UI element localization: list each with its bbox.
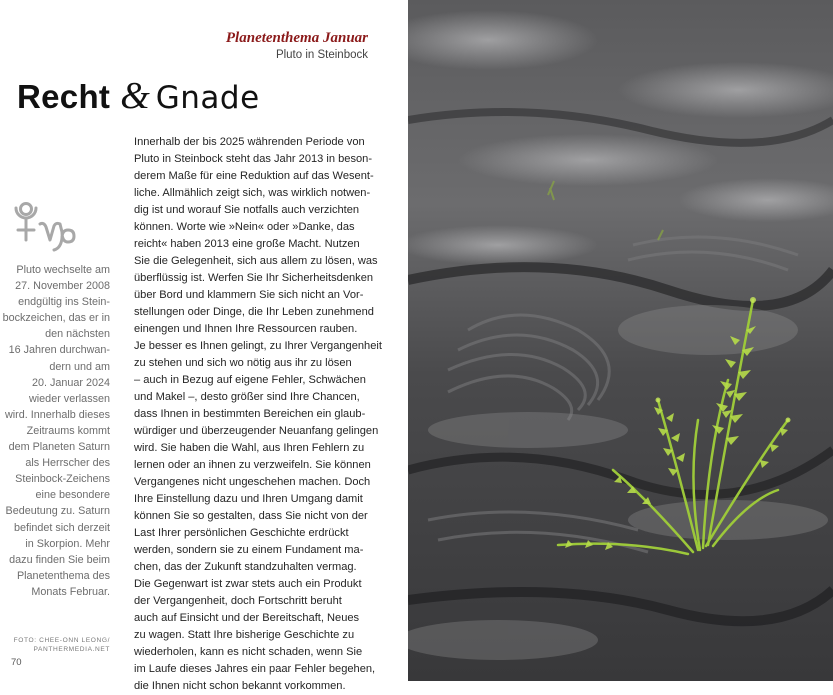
body-line: dass Ihnen in bestimmten Bereichen ein glaub- (134, 408, 366, 420)
body-line: werden, sondern sie zu einem Fundament ma- (134, 544, 364, 556)
sidebar-line: Monats Februar. (31, 585, 110, 598)
sidebar-line: Steinbock-Zeichens (15, 473, 110, 486)
sidebar-line: den nächsten (45, 328, 110, 341)
body-line: können. Worte wie »Nein« oder »Danke, das (134, 221, 355, 233)
body-line: – auch in Bezug auf eigene Fehler, Schwächen (134, 374, 366, 386)
article-headline (17, 74, 260, 118)
sidebar-line: als Herrscher des (25, 457, 110, 470)
body-line: zu wagen. Statt Ihre bisherige Geschichte zu (134, 629, 355, 641)
body-line: chen, das der Zukunft standzuhalten vermag. (134, 561, 357, 573)
headline-ampersand: & (120, 75, 150, 117)
body-line: die Ihnen nicht schon bekannt vorkommen. (134, 680, 346, 692)
body-line: Innerhalb der bis 2025 währenden Periode von (134, 136, 365, 148)
body-line: dig ist und worauf Sie notfalls auch verzichten (134, 204, 360, 216)
sidebar-line: bockzeichen, das er in (2, 312, 110, 325)
body-line: Sie die Gelegenheit, sich aus allem zu lösen, was (134, 255, 378, 267)
body-line: würdiger und überzeugender Neuanfang gelingen (134, 425, 379, 437)
fern-on-lava-rock-image (408, 0, 833, 681)
sidebar-line: Bedeutung zu. Saturn (5, 505, 110, 518)
sidebar-line: 16 Jahren durchwan- (8, 344, 110, 357)
body-line: lernen oder an ihnen zu verzweifeln. Sie können (134, 459, 371, 471)
sidebar-line: befindet sich derzeit (13, 521, 110, 534)
body-line: zu stehen und sich wo nötig aus ihr zu lösen (134, 357, 352, 369)
sidebar-line: dern und am (49, 360, 110, 373)
body-line: Pluto in Steinbock steht das Jahr 2013 in beson- (134, 153, 373, 165)
sidebar-line: Pluto wechselte am (16, 264, 110, 276)
sidebar-line: Planetenthema des (16, 569, 110, 582)
body-line: wird. Sie haben die Wahl, aus Ihren Fehlern zu (134, 442, 365, 454)
sidebar-line: endgültig ins Stein- (18, 296, 110, 309)
sidebar-line: dazu finden Sie beim (9, 553, 110, 566)
body-line: überflüssig ist. Werfen Sie Ihr Sicherheitsdenken (134, 272, 374, 284)
sidebar-line: 27. November 2008 (15, 280, 110, 293)
photo-credit (14, 636, 110, 654)
sidebar-line: in Skorpion. Mehr (25, 537, 110, 550)
astrology-symbols (12, 200, 82, 256)
body-line: Vergangenes nicht ungeschehen machen. Doch (134, 476, 371, 488)
body-line: Last Ihrer persönlichen Geschichte erdrückt (134, 527, 349, 539)
page-number: 70 (11, 657, 22, 668)
body-line: auch auf Einsicht und der Bereitschaft, Neues (134, 612, 360, 624)
sidebar-line: wieder verlassen (28, 392, 110, 405)
photo-credit-line: FOTO: CHEE-ONN LEONG/ (13, 637, 110, 644)
sidebar-line: Zeitraums kommt (26, 424, 110, 437)
sidebar-line: 20. Januar 2024 (31, 376, 110, 389)
sidebar-line: wird. Innerhalb dieses (4, 408, 110, 421)
section-kicker: Planetenthema Januar (225, 30, 368, 46)
body-line: Ihre Einstellung dazu und Ihren Umgang damit (134, 493, 363, 505)
body-line: reicht« haben 2013 eine große Macht. Nutzen (134, 238, 360, 250)
body-line: der Vergangenheit, doch Fortschritt beruht (134, 595, 342, 607)
article-body (134, 134, 382, 695)
body-line: einengen und Ihnen Ihre Ressourcen rauben. (134, 323, 358, 335)
body-line: können Sie so gestalten, dass Sie nicht von der (134, 510, 368, 522)
body-line: stellungen oder Dinge, die Ihr Leben zunehmend (134, 306, 374, 318)
lava-photo-illustration (408, 0, 833, 681)
headline-word-1: Recht (17, 78, 111, 115)
body-line: liche. Allmählich zeigt sich, was wirklich notwen- (134, 187, 371, 199)
sidebar-note (2, 262, 110, 600)
body-line: wiederholen, kann es nicht schaden, wenn Sie (134, 646, 363, 658)
body-line: über Bord und klammern Sie sich nicht an Vor- (134, 289, 364, 301)
body-line: im Laufe dieses Jahres ein paar Fehler begehen, (134, 663, 376, 675)
body-line: Die Gegenwart ist zwar stets auch ein Produkt (134, 578, 362, 590)
capricorn-symbol-icon (40, 223, 74, 250)
pluto-symbol-icon (16, 204, 36, 241)
body-line: derem Maße für eine Reduktion auf das Wesent- (134, 170, 374, 182)
body-line: Je besser es Ihnen gelingt, zu Ihrer Vergangenheit (134, 340, 382, 352)
sidebar-line: dem Planeten Saturn (8, 441, 110, 454)
sidebar-line: eine besondere (35, 489, 110, 502)
headline-word-2: Gnade (155, 80, 260, 116)
photo-credit-line: PANTHERMEDIA.NET (33, 646, 110, 653)
left-page (0, 0, 408, 692)
section-subkicker: Pluto in Steinbock (275, 49, 368, 61)
body-line: und Makel –, desto größer sind Ihre Chancen, (134, 391, 360, 403)
